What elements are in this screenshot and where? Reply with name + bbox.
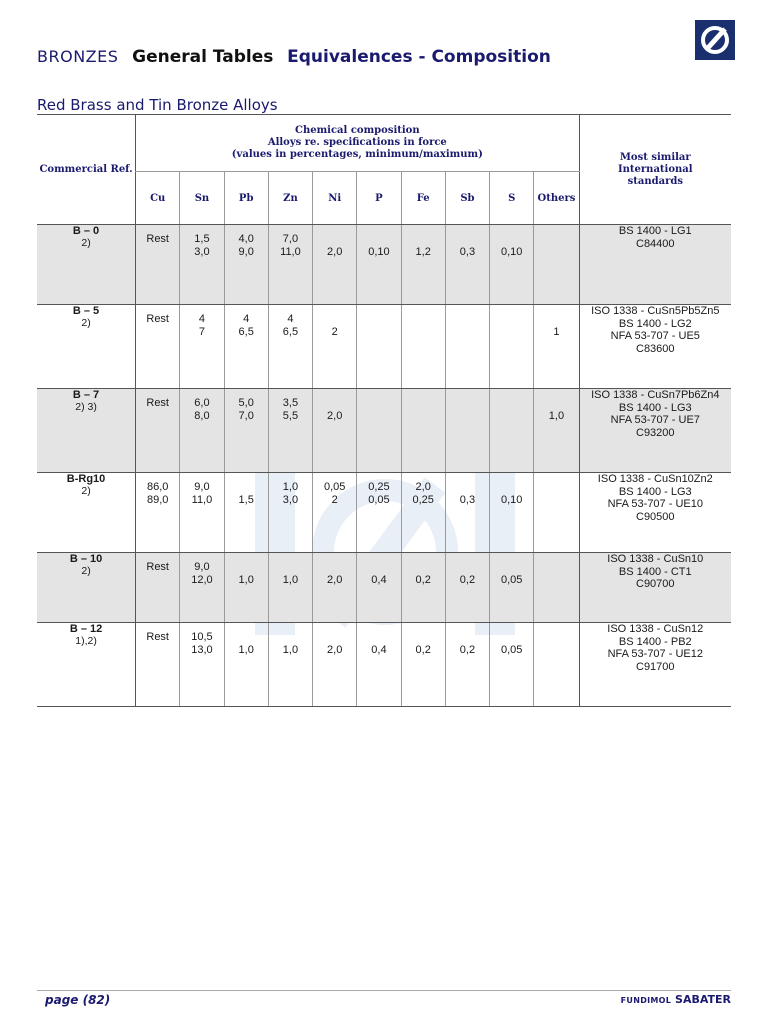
value-cell-zn xyxy=(268,553,312,623)
value-cell-s xyxy=(490,553,534,623)
standards-cell xyxy=(579,623,731,707)
header-general-tables: General Tables xyxy=(132,47,274,67)
standards-cell xyxy=(579,305,731,389)
value-max: 11,0 xyxy=(280,246,301,258)
standard-line: BS 1400 - CT1 xyxy=(618,565,692,578)
alloy-note: 2) xyxy=(81,237,91,249)
value-cell-sb xyxy=(445,623,489,707)
alloy-ref: B – 10 xyxy=(69,553,103,565)
value-max: 7,0 xyxy=(238,410,254,422)
table-row xyxy=(37,553,731,623)
alloy-ref: B – 5 xyxy=(72,305,100,317)
alloy-ref: B-Rg10 xyxy=(66,473,106,485)
company-name-main: SABATER xyxy=(675,993,731,1006)
value-min: 6,0 xyxy=(194,397,210,409)
value-cell-cu xyxy=(136,473,180,553)
value-single: 1,0 xyxy=(282,644,299,656)
standard-line: ISO 1338 - CuSn7Pb6Zn4 xyxy=(591,389,720,401)
chem-line-3: (values in percentages, minimum/maximum) xyxy=(231,149,483,160)
value-single: 0,10 xyxy=(500,246,523,258)
value-single: 0,3 xyxy=(459,494,476,506)
standards-cell xyxy=(579,553,731,623)
section-title: Red Brass and Tin Bronze Alloys xyxy=(37,96,278,114)
value-single: 1,2 xyxy=(415,246,431,258)
table-row xyxy=(37,305,731,389)
col-cu: Cu xyxy=(136,172,180,225)
value-cell-fe xyxy=(401,305,445,389)
alloy-note: 1),2) xyxy=(75,635,97,647)
value-single: 1,5 xyxy=(238,494,254,506)
standard-line: C84400 xyxy=(636,237,675,250)
alloy-note: 2) xyxy=(81,485,91,497)
standards-cell xyxy=(579,389,731,473)
commercial-ref-cell xyxy=(37,389,136,473)
value-cell-s xyxy=(490,225,534,305)
value-single: Rest xyxy=(146,233,169,245)
value-cell-p xyxy=(357,225,401,305)
page-number: page (82) xyxy=(45,993,111,1007)
value-min: 2,0 xyxy=(415,481,431,493)
value-min: 0,05 xyxy=(323,481,346,493)
standard-line: C90700 xyxy=(636,578,675,590)
header-equivalences: Equivalences - Composition xyxy=(287,47,551,67)
value-single: 0,4 xyxy=(371,644,387,656)
value-cell-ni xyxy=(313,623,357,707)
value-min: 9,0 xyxy=(194,481,210,493)
chem-line-1: Chemical composition xyxy=(295,125,420,136)
value-min: 4,0 xyxy=(238,233,254,245)
value-cell-cu xyxy=(136,389,180,473)
standard-line: ISO 1338 - CuSn5Pb5Zn5 xyxy=(591,305,720,317)
value-single: 1,0 xyxy=(238,574,254,586)
value-cell-p xyxy=(357,553,401,623)
standard-line: BS 1400 - LG2 xyxy=(618,317,692,330)
company-name xyxy=(621,993,731,1006)
value-single: 2,0 xyxy=(327,644,343,656)
value-single: 1,0 xyxy=(548,410,565,422)
value-cell-sb xyxy=(445,473,489,553)
value-cell-sb xyxy=(445,553,489,623)
value-max: 12,0 xyxy=(191,574,213,586)
value-cell-fe xyxy=(401,389,445,473)
commercial-ref-cell xyxy=(37,553,136,623)
value-min: 5,0 xyxy=(238,397,254,409)
value-max: 3,0 xyxy=(282,494,299,506)
table-row xyxy=(37,225,731,305)
value-cell-pb xyxy=(224,623,268,707)
value-max: 13,0 xyxy=(191,644,213,656)
value-cell-sb xyxy=(445,389,489,473)
alloy-ref: B – 7 xyxy=(72,389,100,401)
col-s: S xyxy=(490,172,534,225)
header-brand: BRONZES xyxy=(37,47,119,66)
value-max: 7 xyxy=(198,326,205,338)
value-min: 4 xyxy=(287,313,294,325)
value-max: 0,05 xyxy=(368,494,390,506)
value-cell-s xyxy=(490,623,534,707)
standard-line: NFA 53-707 - UE5 xyxy=(610,330,700,342)
value-max: 9,0 xyxy=(238,246,254,258)
value-cell-s xyxy=(490,305,534,389)
alloy-note: 2) xyxy=(81,317,91,329)
value-single: 0,2 xyxy=(459,644,476,656)
value-cell-sn xyxy=(180,623,224,707)
standard-line: BS 1400 - LG3 xyxy=(618,485,692,498)
col-sn: Sn xyxy=(180,172,224,225)
value-cell-sn xyxy=(180,225,224,305)
standard-line: C93200 xyxy=(636,426,675,439)
value-cell-cu xyxy=(136,553,180,623)
value-single: 0,2 xyxy=(459,574,476,586)
value-cell-others xyxy=(534,389,579,473)
col-pb: Pb xyxy=(224,172,268,225)
standard-line: ISO 1338 - CuSn10 xyxy=(607,553,704,565)
alloys-table xyxy=(37,114,731,707)
value-cell-p xyxy=(357,473,401,553)
alloy-ref: B – 0 xyxy=(72,225,100,237)
table-row xyxy=(37,623,731,707)
company-logo-icon xyxy=(695,20,735,60)
standards-cell xyxy=(579,473,731,553)
value-cell-s xyxy=(490,389,534,473)
value-single: 1,0 xyxy=(282,574,299,586)
value-single: 2 xyxy=(331,326,338,338)
value-single: 0,10 xyxy=(500,494,523,506)
alloy-ref: B – 12 xyxy=(69,623,103,635)
standard-line: C83600 xyxy=(636,342,675,355)
value-cell-others xyxy=(534,225,579,305)
value-cell-others xyxy=(534,305,579,389)
value-cell-sb xyxy=(445,225,489,305)
company-name-small: FUNDIMOL xyxy=(620,996,672,1005)
value-single: Rest xyxy=(146,313,169,325)
commercial-ref-cell xyxy=(37,473,136,553)
standard-line: NFA 53-707 - UE12 xyxy=(607,648,703,660)
table-row xyxy=(37,473,731,553)
value-max: 3,0 xyxy=(194,246,210,258)
value-cell-sn xyxy=(180,473,224,553)
value-single: 0,05 xyxy=(500,644,523,656)
value-single: 2,0 xyxy=(327,574,343,586)
value-single: Rest xyxy=(146,631,169,643)
value-cell-sb xyxy=(445,305,489,389)
value-cell-pb xyxy=(224,473,268,553)
value-cell-s xyxy=(490,473,534,553)
value-cell-pb xyxy=(224,225,268,305)
standard-line: ISO 1338 - CuSn12 xyxy=(607,623,704,635)
value-cell-ni xyxy=(313,305,357,389)
std-line-2: International xyxy=(617,163,693,175)
value-single: 2,0 xyxy=(327,246,343,258)
value-min: 10,5 xyxy=(191,631,213,643)
standards-header xyxy=(579,115,731,225)
value-single: 1,0 xyxy=(238,644,254,656)
commercial-ref-cell xyxy=(37,305,136,389)
value-max: 5,5 xyxy=(282,410,299,422)
value-cell-ni xyxy=(313,553,357,623)
value-cell-p xyxy=(357,305,401,389)
value-cell-others xyxy=(534,623,579,707)
value-single: Rest xyxy=(146,561,169,573)
value-single: 0,05 xyxy=(500,574,523,586)
commercial-ref-cell xyxy=(37,623,136,707)
value-min: 4 xyxy=(243,313,250,325)
value-cell-cu xyxy=(136,623,180,707)
value-cell-pb xyxy=(224,305,268,389)
value-cell-zn xyxy=(268,623,312,707)
col-others: Others xyxy=(534,172,579,225)
value-cell-cu xyxy=(136,225,180,305)
chemical-composition-header xyxy=(136,115,580,172)
value-min: 9,0 xyxy=(194,561,210,573)
alloy-note: 2) 3) xyxy=(75,401,97,413)
col-fe: Fe xyxy=(401,172,445,225)
value-cell-ni xyxy=(313,389,357,473)
value-cell-zn xyxy=(268,305,312,389)
value-cell-zn xyxy=(268,473,312,553)
value-max: 0,25 xyxy=(412,494,434,506)
value-cell-others xyxy=(534,473,579,553)
value-single: 0,2 xyxy=(415,644,431,656)
value-min: 86,0 xyxy=(146,481,169,493)
value-single: 0,4 xyxy=(371,574,387,586)
standard-line: BS 1400 - PB2 xyxy=(618,635,692,648)
value-single: 1 xyxy=(553,326,560,338)
alloy-note: 2) xyxy=(81,565,91,577)
value-cell-zn xyxy=(268,389,312,473)
col-zn: Zn xyxy=(268,172,312,225)
value-single: 0,2 xyxy=(415,574,431,586)
value-max: 6,5 xyxy=(282,326,299,338)
std-line-3: standards xyxy=(627,175,683,187)
value-max: 11,0 xyxy=(191,494,213,506)
value-cell-p xyxy=(357,623,401,707)
value-cell-p xyxy=(357,389,401,473)
value-min: 3,5 xyxy=(282,397,299,409)
col-sb: Sb xyxy=(445,172,489,225)
value-min: 7,0 xyxy=(282,233,299,245)
value-max: 6,5 xyxy=(238,326,254,338)
col-ni: Ni xyxy=(313,172,357,225)
value-cell-pb xyxy=(224,389,268,473)
standards-cell xyxy=(579,225,731,305)
page-header xyxy=(37,46,551,67)
standard-line: C91700 xyxy=(636,660,675,673)
value-cell-sn xyxy=(180,305,224,389)
value-max: 89,0 xyxy=(146,494,169,506)
value-cell-fe xyxy=(401,623,445,707)
value-cell-fe xyxy=(401,553,445,623)
std-line-1: Most similar xyxy=(619,151,691,163)
standard-line: BS 1400 - LG3 xyxy=(618,401,692,414)
footer-divider xyxy=(37,990,731,991)
value-min: 1,0 xyxy=(282,481,299,493)
commercial-ref-cell xyxy=(37,225,136,305)
table-row xyxy=(37,389,731,473)
value-cell-zn xyxy=(268,225,312,305)
commercial-ref-header: Commercial Ref. xyxy=(37,115,136,225)
value-single: 0,3 xyxy=(459,246,476,258)
value-cell-cu xyxy=(136,305,180,389)
chem-line-2: Alloys re. specifications in force xyxy=(267,137,447,148)
standard-line: NFA 53-707 - UE7 xyxy=(610,414,700,426)
value-min: 0,25 xyxy=(368,481,390,493)
value-cell-fe xyxy=(401,225,445,305)
value-cell-ni xyxy=(313,473,357,553)
value-cell-others xyxy=(534,553,579,623)
value-max: 2 xyxy=(331,494,338,506)
value-cell-sn xyxy=(180,553,224,623)
value-cell-sn xyxy=(180,389,224,473)
standard-line: ISO 1338 - CuSn10Zn2 xyxy=(597,473,713,485)
value-single: 2,0 xyxy=(327,410,343,422)
value-min: 1,5 xyxy=(194,233,210,245)
col-p: P xyxy=(357,172,401,225)
value-cell-ni xyxy=(313,225,357,305)
standard-line: BS 1400 - LG1 xyxy=(618,225,692,237)
value-single: 0,10 xyxy=(368,246,390,258)
value-single: Rest xyxy=(146,397,169,409)
value-max: 8,0 xyxy=(194,410,210,422)
value-cell-pb xyxy=(224,553,268,623)
standard-line: NFA 53-707 - UE10 xyxy=(607,498,703,510)
value-min: 4 xyxy=(198,313,205,325)
standard-line: C90500 xyxy=(636,510,675,523)
value-cell-fe xyxy=(401,473,445,553)
